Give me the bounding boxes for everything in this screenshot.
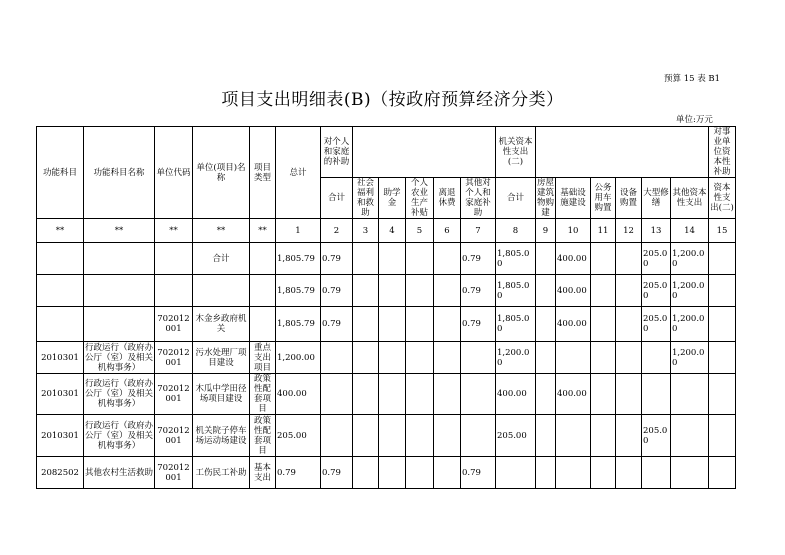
table-cell [434, 342, 461, 374]
table-cell [536, 307, 556, 342]
index-cell: 4 [379, 219, 406, 243]
table-cell [461, 415, 496, 457]
table-cell [321, 342, 353, 374]
index-cell: ** [84, 219, 155, 243]
table-cell [536, 275, 556, 307]
page-title: 项目支出明细表(B)（按政府预算经济分类） [221, 90, 564, 110]
table-cell: 2010301 [37, 374, 84, 415]
table-cell [84, 307, 155, 342]
index-cell: 15 [709, 219, 736, 243]
table-cell [461, 342, 496, 374]
table-cell: 合计 [193, 243, 250, 275]
table-cell [353, 275, 379, 307]
table-cell [591, 307, 616, 342]
table-cell: 0.79 [321, 275, 353, 307]
table-cell: 政策性配套项目 [250, 415, 276, 457]
header-group-personal: 对个人和家庭的补助 [321, 127, 353, 178]
header-p-welfare: 社会福利和救助 [353, 178, 379, 219]
table-cell [321, 415, 353, 457]
header-c-infra: 基础设施建设 [556, 178, 591, 219]
table-cell: 0.79 [461, 307, 496, 342]
header-p-other: 其他对个人和家庭补助 [461, 178, 496, 219]
table-cell: 400.00 [496, 374, 536, 415]
table-ref-label: 预算 15 表 B1 [664, 74, 721, 84]
table-cell: 工伤民工补助 [193, 457, 250, 489]
table-cell [709, 307, 736, 342]
index-cell: 1 [276, 219, 321, 243]
table-cell: 2010301 [37, 415, 84, 457]
table-cell: 其他农村生活救助 [84, 457, 155, 489]
table-cell: 702012001 [155, 415, 193, 457]
table-cell [406, 243, 434, 275]
table-cell: 行政运行（政府办公厅（室）及相关机构事务） [84, 374, 155, 415]
table-cell [155, 275, 193, 307]
table-cell [591, 275, 616, 307]
header-c-house: 房屋建筑物购建 [537, 178, 555, 218]
table-cell [536, 243, 556, 275]
table-cell [434, 275, 461, 307]
table-cell: 1,805.79 [276, 275, 321, 307]
table-row [37, 307, 736, 342]
table-cell: 400.00 [276, 374, 321, 415]
header-func-code: 功能科目 [37, 127, 84, 219]
index-cell: ** [250, 219, 276, 243]
header-c-vehicle: 公务用车购置 [591, 178, 616, 219]
table-cell: 1,805.00 [496, 275, 536, 307]
table-cell: 702012001 [155, 374, 193, 415]
table-cell [591, 415, 616, 457]
index-cell: 7 [461, 219, 496, 243]
table-cell [556, 415, 591, 457]
header-group-capital-span [536, 127, 709, 178]
table-cell: 0.79 [321, 243, 353, 275]
table-cell: 机关院子停车场运动场建设 [193, 415, 250, 457]
table-cell [434, 307, 461, 342]
table-cell [250, 243, 276, 275]
table-cell: 702012001 [155, 457, 193, 489]
table-cell [379, 275, 406, 307]
table-cell [496, 457, 536, 489]
table-row [37, 374, 736, 415]
index-cell: 9 [536, 219, 556, 243]
table-cell [709, 457, 736, 489]
table-row [37, 243, 736, 275]
index-cell: 5 [406, 219, 434, 243]
table-cell: 1,805.79 [276, 307, 321, 342]
header-p-subtotal: 合计 [321, 178, 353, 219]
table-cell: 1,805.79 [276, 243, 321, 275]
index-cell: ** [37, 219, 84, 243]
table-cell [353, 457, 379, 489]
table-cell [353, 374, 379, 415]
index-cell: 3 [353, 219, 379, 243]
table-cell [379, 374, 406, 415]
table-cell [434, 374, 461, 415]
table-cell [616, 415, 642, 457]
table-cell [591, 374, 616, 415]
table-cell [536, 342, 556, 374]
table-cell: 0.79 [276, 457, 321, 489]
unit-label: 单位:万元 [676, 115, 713, 125]
header-unit-name: 单位(项目)名称 [193, 127, 250, 219]
table-cell [616, 374, 642, 415]
table-cell [616, 243, 642, 275]
header-group-personal-span [353, 127, 496, 178]
table-cell [709, 342, 736, 374]
header-c-subtotal: 合计 [496, 178, 536, 219]
table-cell [406, 374, 434, 415]
table-row [37, 415, 736, 457]
table-cell: 政策性配套项目 [250, 374, 276, 415]
index-row [37, 219, 736, 243]
table-cell [37, 307, 84, 342]
table-row [37, 457, 736, 489]
table-cell: 1,805.00 [496, 243, 536, 275]
table-cell: 0.79 [321, 457, 353, 489]
table-cell: 205.00 [642, 307, 671, 342]
table-cell [250, 307, 276, 342]
table-cell [434, 457, 461, 489]
table-cell [353, 342, 379, 374]
table-cell [709, 374, 736, 415]
table-cell [379, 342, 406, 374]
table-cell [556, 342, 591, 374]
table-cell: 1,200.00 [671, 342, 709, 374]
table-cell: 1,200.00 [671, 307, 709, 342]
table-cell [536, 374, 556, 415]
header-group-capital: 机关资本性支出(二) [496, 127, 536, 178]
table-cell [406, 275, 434, 307]
table-cell [591, 457, 616, 489]
table-cell: 木瓜中学田径场项目建设 [193, 374, 250, 415]
table-cell [591, 243, 616, 275]
header-group-enterprise: 对事业单位资本性补助 [709, 127, 736, 178]
table-cell [250, 275, 276, 307]
project-expenditure-table [36, 126, 736, 489]
table-cell: 1,200.00 [671, 275, 709, 307]
header-c-equip: 设备购置 [616, 178, 642, 219]
table-cell [406, 415, 434, 457]
table-cell: 702012001 [155, 307, 193, 342]
header-p-agri: 个人农业生产补贴 [406, 178, 434, 219]
header-c-other: 其他资本性支出 [671, 178, 709, 219]
table-cell: 重点支出项目 [250, 342, 276, 374]
table-cell [434, 243, 461, 275]
index-cell: 14 [671, 219, 709, 243]
table-cell: 污水处理厂项目建设 [193, 342, 250, 374]
table-row [37, 275, 736, 307]
table-cell: 0.79 [461, 243, 496, 275]
table-cell [379, 243, 406, 275]
table-row [37, 342, 736, 374]
index-cell: ** [193, 219, 250, 243]
table-cell: 基本支出 [250, 457, 276, 489]
header-unit-code: 单位代码 [155, 127, 193, 219]
header-e-sub: 资本性支出(二) [709, 178, 736, 219]
table-cell [406, 342, 434, 374]
table-cell: 205.00 [642, 243, 671, 275]
table-cell [379, 415, 406, 457]
table-cell: 400.00 [556, 374, 591, 415]
table-cell [536, 415, 556, 457]
table-cell: 0.79 [321, 307, 353, 342]
table-cell [642, 374, 671, 415]
table-cell [353, 415, 379, 457]
table-cell: 行政运行（政府办公厅（室）及相关机构事务） [84, 415, 155, 457]
header-c-repair: 大型修缮 [642, 178, 671, 219]
header-total: 总计 [276, 127, 321, 219]
table-cell [406, 457, 434, 489]
table-cell: 205.00 [642, 415, 671, 457]
index-cell: 6 [434, 219, 461, 243]
header-p-retire: 离退休费 [434, 178, 461, 219]
table-cell: 0.79 [461, 275, 496, 307]
index-cell: 10 [556, 219, 591, 243]
header-p-grant: 助学金 [379, 178, 406, 219]
table-cell: 2082502 [37, 457, 84, 489]
index-cell: 13 [642, 219, 671, 243]
table-cell: 1,200.00 [671, 243, 709, 275]
index-cell: 12 [616, 219, 642, 243]
table-cell: 木金乡政府机关 [193, 307, 250, 342]
table-cell [616, 342, 642, 374]
table-cell: 400.00 [556, 307, 591, 342]
table-cell [536, 457, 556, 489]
table-cell [193, 275, 250, 307]
table-cell [461, 374, 496, 415]
table-cell [616, 457, 642, 489]
table-cell [671, 457, 709, 489]
table-cell [671, 415, 709, 457]
table-cell [379, 307, 406, 342]
table-cell [321, 374, 353, 415]
table-cell [642, 342, 671, 374]
table-cell [37, 243, 84, 275]
table-cell [709, 415, 736, 457]
table-cell [671, 374, 709, 415]
table-cell [616, 307, 642, 342]
table-cell [155, 243, 193, 275]
table-cell [379, 457, 406, 489]
table-cell [84, 275, 155, 307]
table-cell: 1,200.00 [276, 342, 321, 374]
table-cell: 205.00 [642, 275, 671, 307]
index-cell: 2 [321, 219, 353, 243]
table-cell: 2010301 [37, 342, 84, 374]
table-cell [406, 307, 434, 342]
table-cell: 1,805.00 [496, 307, 536, 342]
table-cell [556, 457, 591, 489]
table-cell [37, 275, 84, 307]
table-cell: 400.00 [556, 275, 591, 307]
table-cell: 205.00 [276, 415, 321, 457]
table-cell [84, 243, 155, 275]
table-cell: 205.00 [496, 415, 536, 457]
table-cell [616, 275, 642, 307]
table-cell [642, 457, 671, 489]
table-cell [709, 243, 736, 275]
table-cell: 400.00 [556, 243, 591, 275]
table-cell [353, 307, 379, 342]
header-func-name: 功能科目名称 [84, 127, 155, 219]
header-proj-type: 项目类型 [250, 127, 276, 219]
table-cell: 0.79 [461, 457, 496, 489]
table-cell: 1,200.00 [496, 342, 536, 374]
table-cell [353, 243, 379, 275]
table-cell [709, 275, 736, 307]
table-cell [434, 415, 461, 457]
table-cell: 702012001 [155, 342, 193, 374]
index-cell: ** [155, 219, 193, 243]
index-cell: 8 [496, 219, 536, 243]
table-cell [591, 342, 616, 374]
table-cell: 行政运行（政府办公厅（室）及相关机构事务） [85, 342, 154, 373]
index-cell: 11 [591, 219, 616, 243]
